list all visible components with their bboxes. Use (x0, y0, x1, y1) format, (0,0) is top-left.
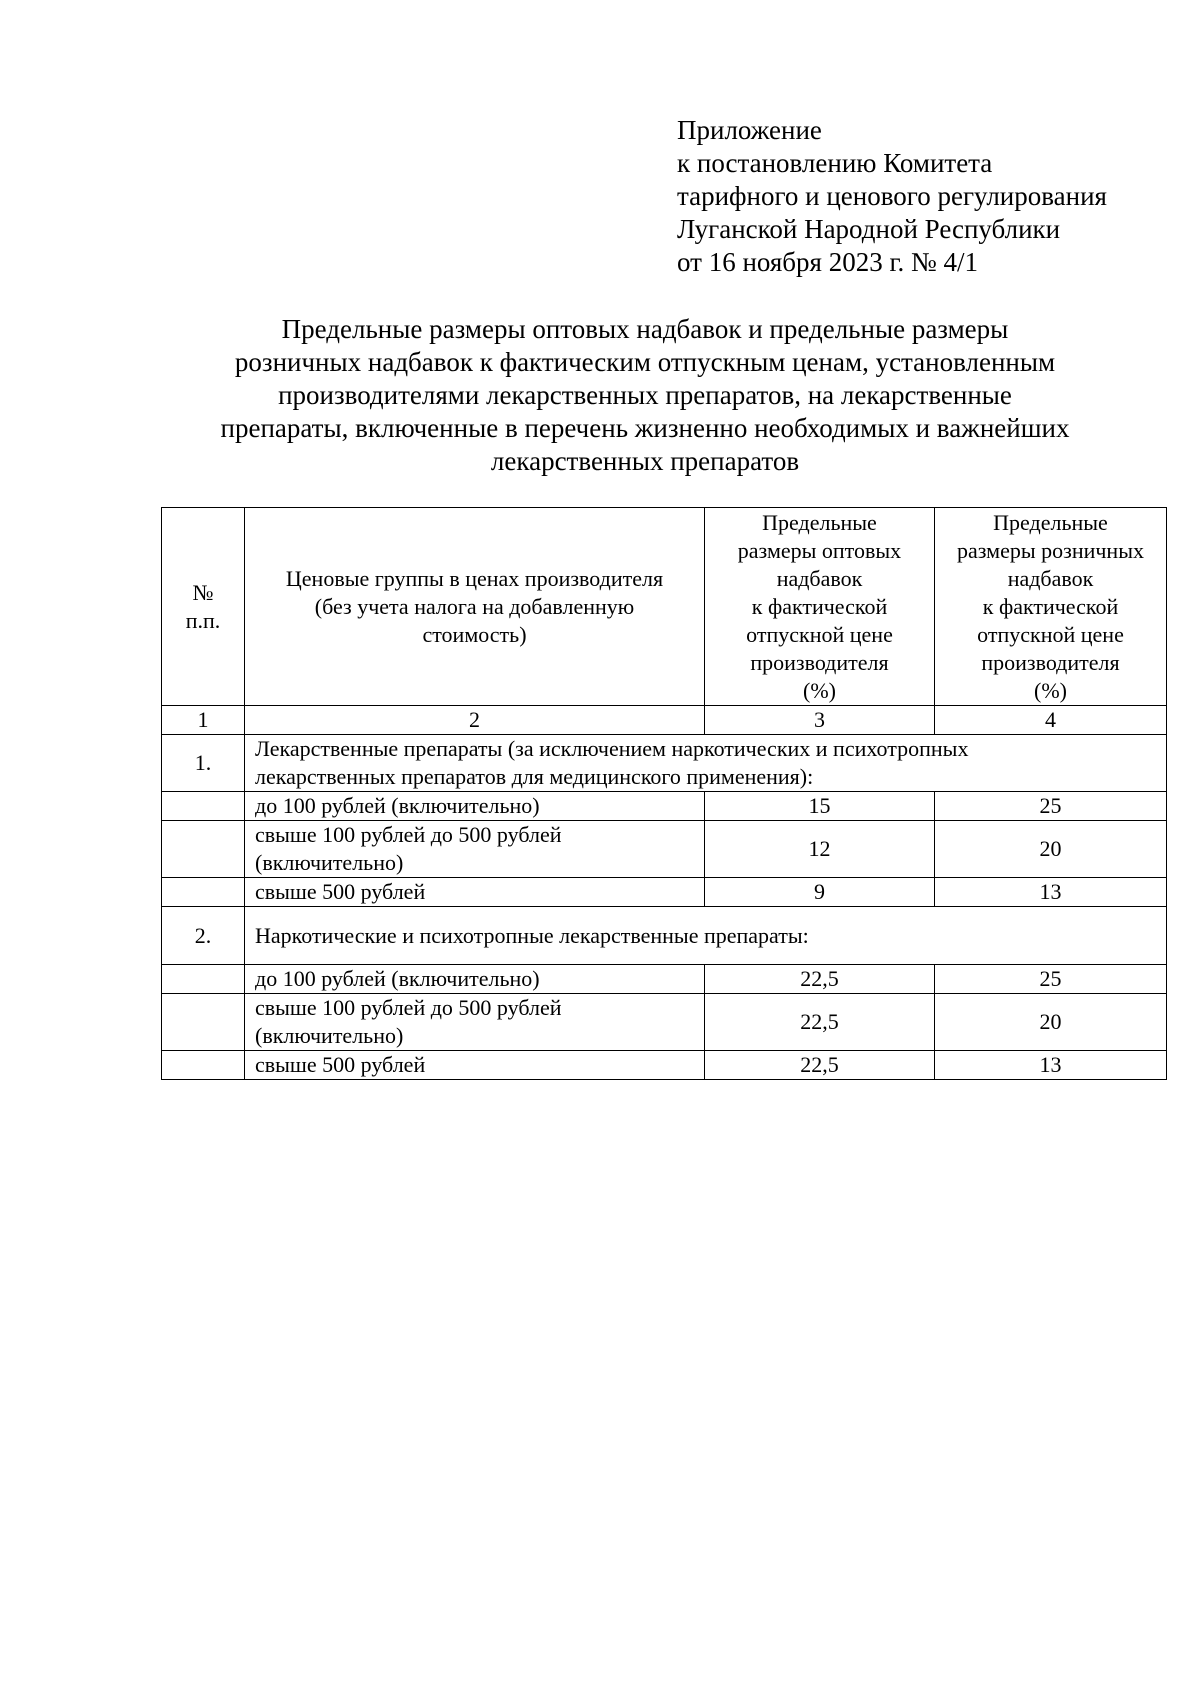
header-retail: Предельные размеры розничных надбавок к фактической отпускной цене производителя (%) (935, 508, 1167, 706)
wholesale-value: 15 (705, 792, 935, 821)
table-row (162, 994, 1167, 1051)
appendix-line: Луганской Народной Республики (677, 214, 1061, 244)
markup-table (161, 507, 1167, 1080)
wholesale-value: 22,5 (705, 1051, 935, 1080)
header-number: № п.п. (162, 508, 245, 706)
wholesale-value: 22,5 (705, 994, 935, 1051)
table-row (162, 878, 1167, 907)
retail-value: 25 (935, 792, 1167, 821)
appendix-line: Приложение (677, 115, 822, 145)
price-group: свыше 100 рублей до 500 рублей (включительно) (245, 821, 705, 878)
section-title: Лекарственные препараты (за исключением наркотических и психотропных лекарственных препаратов для медицинского применения): (245, 735, 1167, 792)
section-row (162, 735, 1167, 792)
price-group: свыше 500 рублей (245, 878, 705, 907)
title-line: производителями лекарственных препаратов, на лекарственные (278, 380, 1012, 410)
price-group: свыше 100 рублей до 500 рублей (включительно) (245, 994, 705, 1051)
appendix-line: к постановлению Комитета (677, 148, 993, 178)
retail-value: 25 (935, 965, 1167, 994)
wholesale-value: 22,5 (705, 965, 935, 994)
empty-number-cell (162, 878, 245, 907)
table-header-row (162, 508, 1167, 706)
price-group: свыше 500 рублей (245, 1051, 705, 1080)
section-number: 2. (162, 907, 245, 965)
appendix-line: тарифного и ценового регулирования (677, 181, 1107, 211)
table-row (162, 821, 1167, 878)
section-title: Наркотические и психотропные лекарственные препараты: (245, 907, 1167, 965)
table-row (162, 965, 1167, 994)
header-price-groups: Ценовые группы в ценах производителя (без учета налога на добавленную стоимость) (245, 508, 705, 706)
column-number-row (162, 706, 1167, 735)
price-group: до 100 рублей (включительно) (245, 965, 705, 994)
section-number: 1. (162, 735, 245, 792)
table-row (162, 792, 1167, 821)
title-line: препараты, включенные в перечень жизненно необходимых и важнейших (220, 413, 1070, 443)
document-title (200, 313, 1090, 478)
title-line: Предельные размеры оптовых надбавок и предельные размеры (281, 314, 1009, 344)
column-number: 1 (162, 706, 245, 735)
appendix-line: от 16 ноября 2023 г. № 4/1 (677, 247, 978, 277)
empty-number-cell (162, 821, 245, 878)
wholesale-value: 12 (705, 821, 935, 878)
retail-value: 20 (935, 994, 1167, 1051)
empty-number-cell (162, 792, 245, 821)
title-line: лекарственных препаратов (490, 446, 800, 476)
header-wholesale: Предельные размеры оптовых надбавок к фактической отпускной цене производителя (%) (705, 508, 935, 706)
retail-value: 13 (935, 878, 1167, 907)
appendix-block (677, 114, 1107, 279)
empty-number-cell (162, 994, 245, 1051)
empty-number-cell (162, 965, 245, 994)
table-row (162, 1051, 1167, 1080)
section-row (162, 907, 1167, 965)
empty-number-cell (162, 1051, 245, 1080)
column-number: 2 (245, 706, 705, 735)
retail-value: 20 (935, 821, 1167, 878)
column-number: 3 (705, 706, 935, 735)
column-number: 4 (935, 706, 1167, 735)
title-line: розничных надбавок к фактическим отпускным ценам, установленным (234, 347, 1056, 377)
wholesale-value: 9 (705, 878, 935, 907)
price-group: до 100 рублей (включительно) (245, 792, 705, 821)
retail-value: 13 (935, 1051, 1167, 1080)
